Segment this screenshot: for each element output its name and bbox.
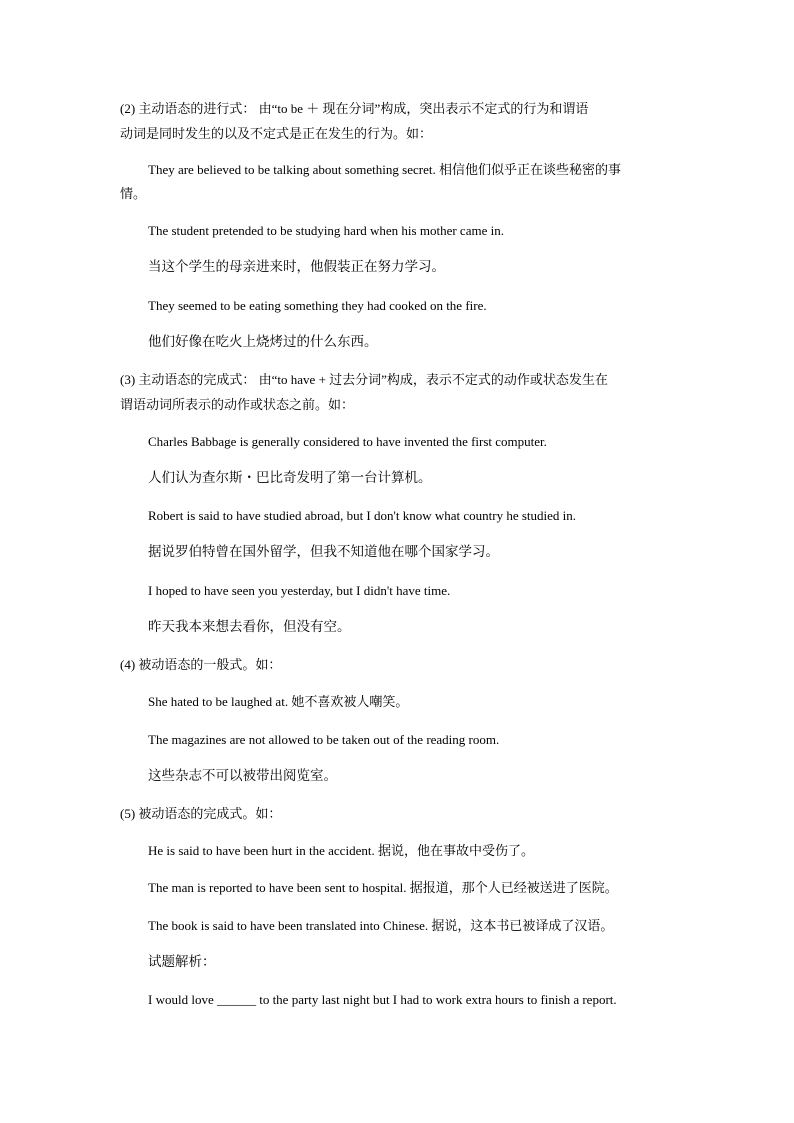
section-2-example-1-line-2: 情。 bbox=[120, 186, 147, 201]
section-2-example-2-chinese: 当这个学生的母亲进来时，他假装正在努力学习。 bbox=[148, 259, 445, 275]
section-3-heading-line-2: 谓语动词所表示的动作或状态之前。如： bbox=[120, 397, 355, 412]
section-2-example-1-line-1: They are believed to be talking about something secret. 相信他们似乎正在谈些秘密的事 bbox=[148, 162, 621, 177]
section-5-example-2: The man is reported to have been sent to hospital. 据报道，那个人已经被送进了医院。 bbox=[148, 880, 618, 895]
section-5-example-1: He is said to have been hurt in the accident. 据说，他在事故中受伤了。 bbox=[148, 843, 534, 858]
section-4-example-1: She hated to be laughed at. 她不喜欢被人嘲笑。 bbox=[148, 694, 409, 709]
section-3-heading-line-1: (3) 主动语态的完成式： 由“to have + 过去分词”构成，表示不定式的动作或状态发生在 bbox=[120, 372, 608, 387]
section-2-heading-line-1: (2) 主动语态的进行式： 由“to be ＋ 现在分词”构成，突出表示不定式的行为和谓语 bbox=[120, 101, 589, 116]
section-5-heading: (5) 被动语态的完成式。如： bbox=[120, 806, 282, 821]
section-3-example-1-chinese: 人们认为查尔斯・巴比奇发明了第一台计算机。 bbox=[148, 470, 432, 486]
section-4-example-2-english: The magazines are not allowed to be taken out of the reading room. bbox=[148, 732, 500, 747]
section-3-example-3-english: I hoped to have seen you yesterday, but I didn't have time. bbox=[148, 583, 451, 598]
section-2-example-3-chinese: 他们好像在吃火上烧烤过的什么东西。 bbox=[148, 334, 378, 350]
section-2-example-3-english: They seemed to be eating something they had cooked on the fire. bbox=[148, 298, 487, 313]
section-3-example-2-chinese: 据说罗伯特曾在国外留学，但我不知道他在哪个国家学习。 bbox=[148, 544, 499, 560]
section-4-heading: (4) 被动语态的一般式。如： bbox=[120, 657, 282, 672]
section-3-example-2-english: Robert is said to have studied abroad, but I don't know what country he studied in. bbox=[148, 508, 577, 523]
question-text: I would love ______ to the party last night but I had to work extra hours to finish a report. bbox=[148, 992, 617, 1007]
analysis-label: 试题解析： bbox=[148, 954, 216, 970]
section-3-example-3-chinese: 昨天我本来想去看你，但没有空。 bbox=[148, 619, 351, 635]
section-4-example-2-chinese: 这些杂志不可以被带出阅览室。 bbox=[148, 768, 337, 784]
section-2-heading-line-2: 动词是同时发生的以及不定式是正在发生的行为。如： bbox=[120, 126, 433, 141]
section-3-example-1-english: Charles Babbage is generally considered to have invented the first computer. bbox=[148, 434, 547, 449]
section-2-example-2-english: The student pretended to be studying hard when his mother came in. bbox=[148, 223, 504, 238]
section-5-example-3: The book is said to have been translated into Chinese. 据说，这本书已被译成了汉语。 bbox=[148, 918, 614, 933]
